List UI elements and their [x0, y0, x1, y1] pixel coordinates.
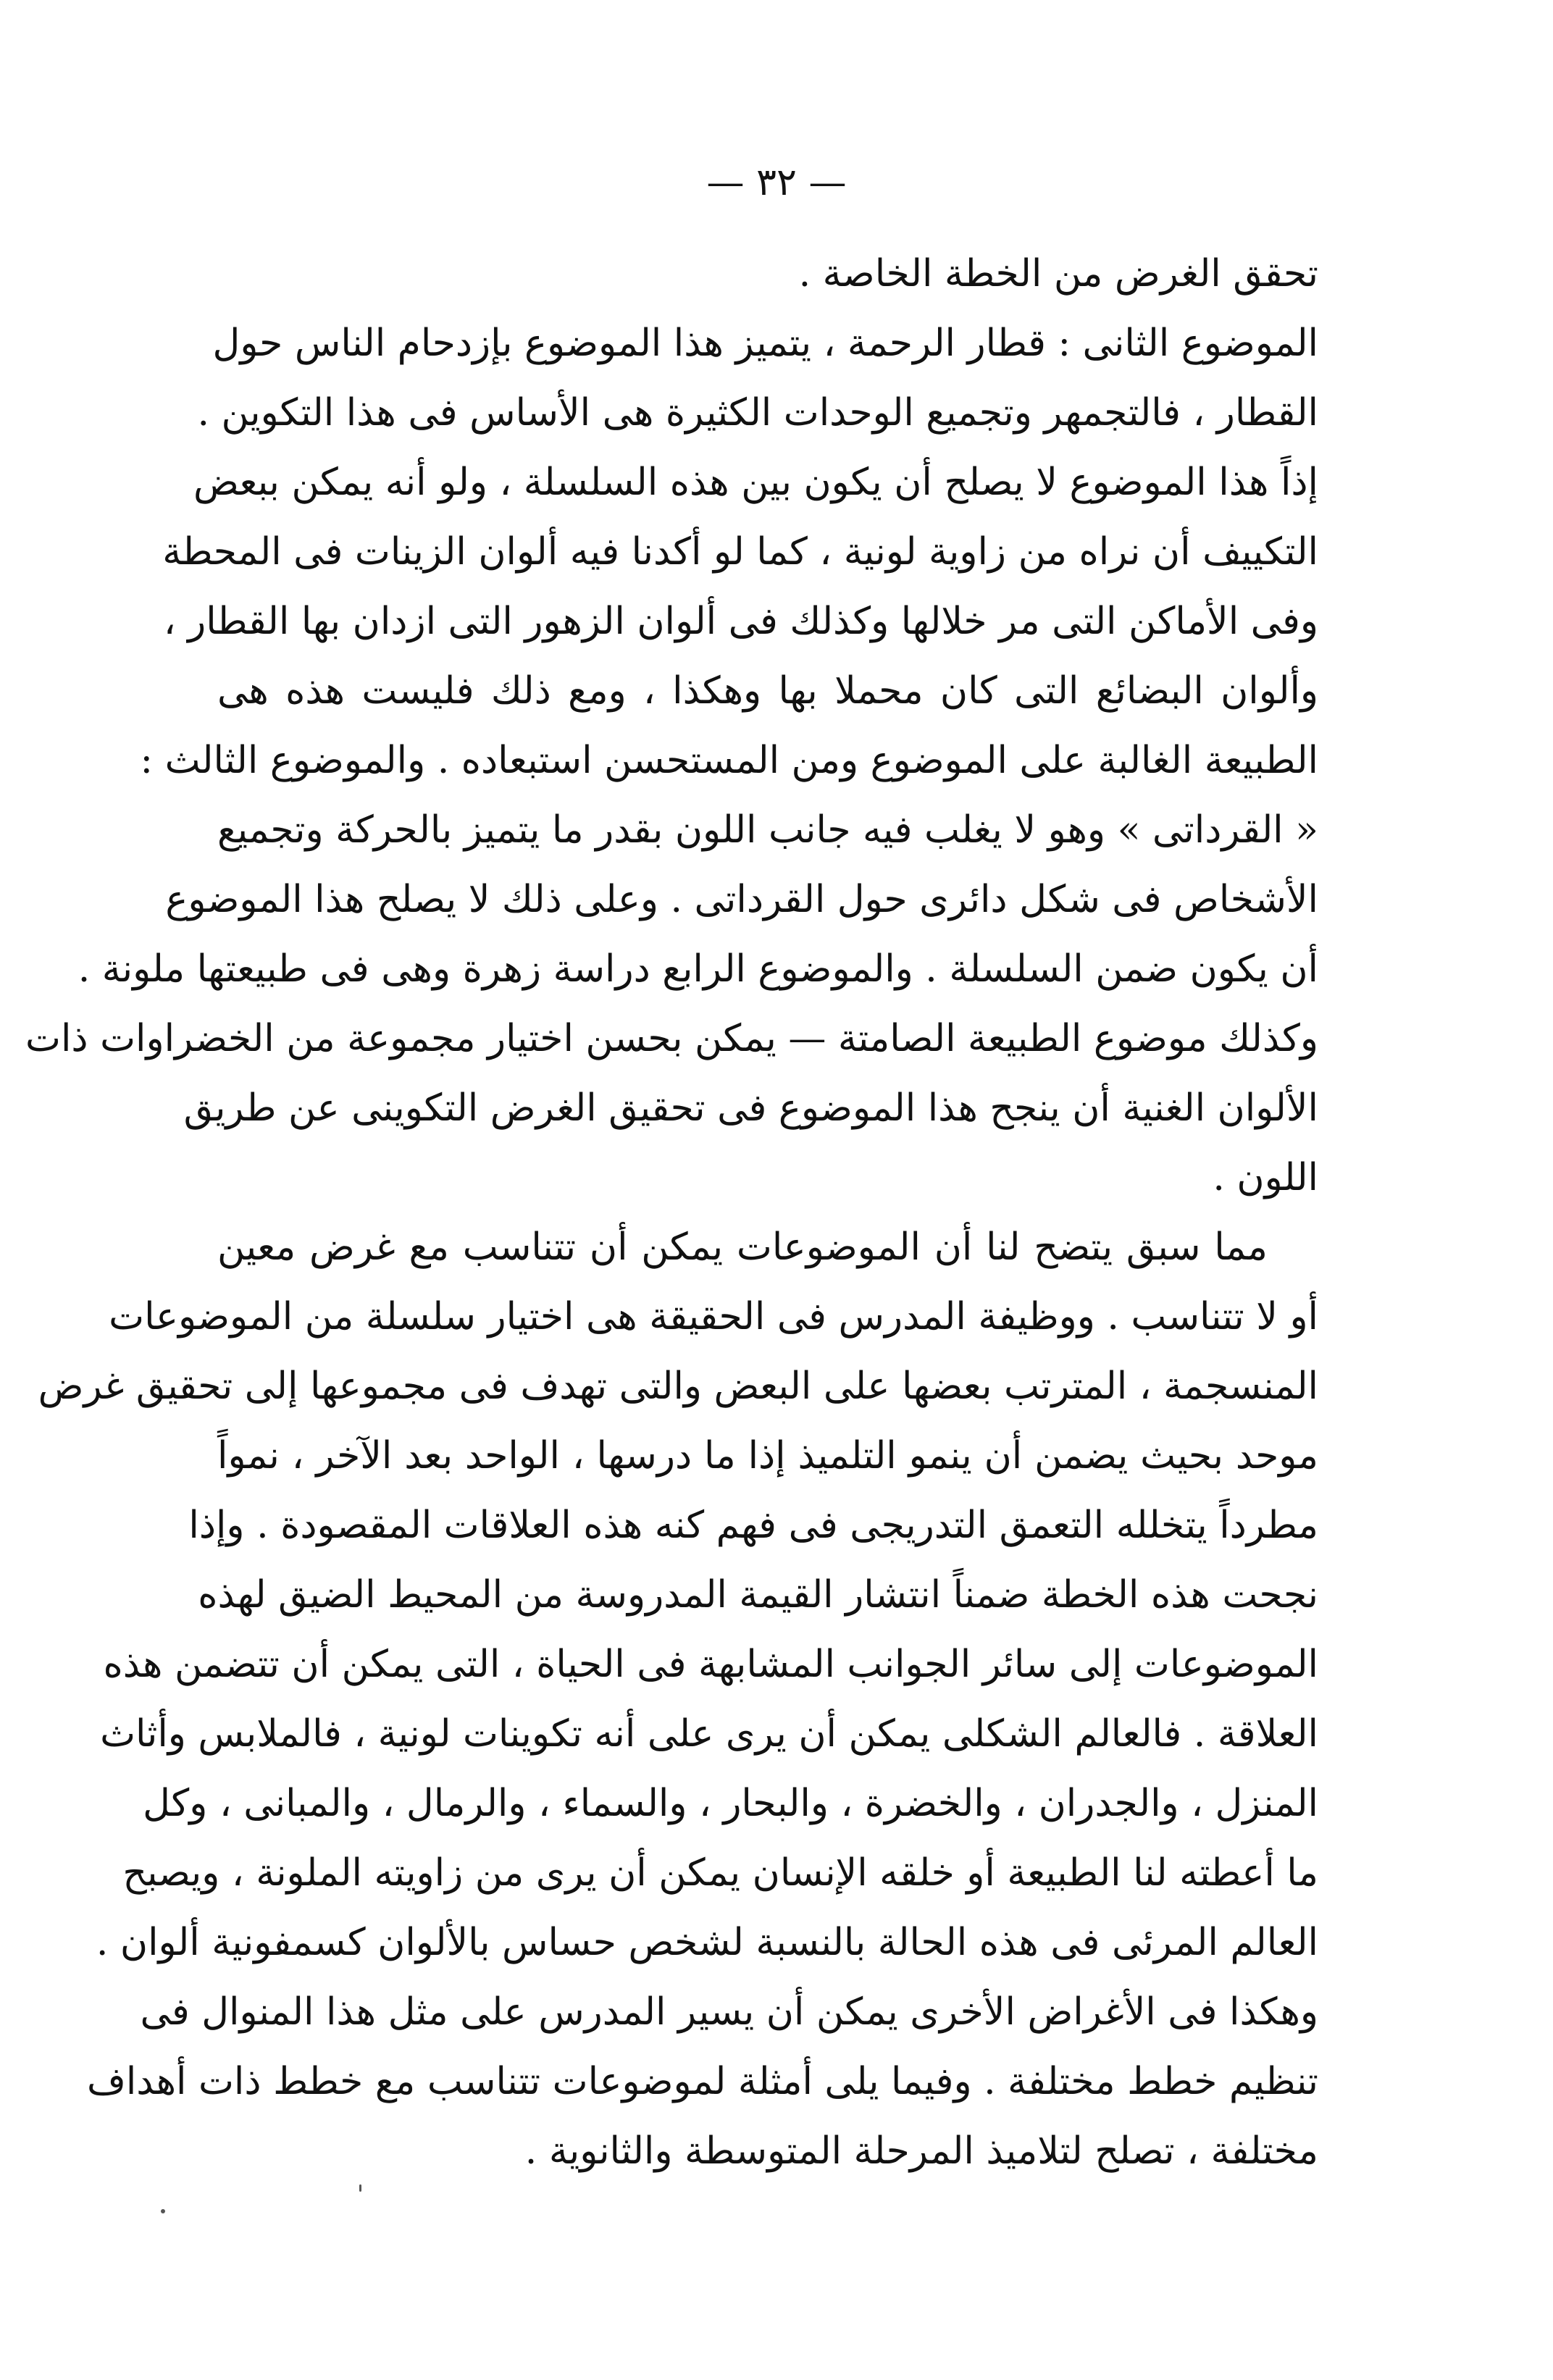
text-line: وفى الأماكن التى مر خلالها وكذلك فى ألوان الزهور التى ازدان بها القطار ، — [163, 600, 1318, 643]
text-line: مختلفة ، تصلح لتلاميذ المرحلة المتوسطة والثانوية . — [524, 2129, 1318, 2173]
scan-speck — [359, 2184, 361, 2192]
text-line: إذاً هذا الموضوع لا يصلح أن يكون بين هذه السلسلة ، ولو أنه يمكن ببعض — [193, 461, 1318, 504]
text-line: الطبيعة الغالبة على الموضوع ومن المستحسن استبعاده . والموضوع الثالث : — [140, 739, 1318, 782]
text-line: تنظيم خطط مختلفة . وفيما يلى أمثلة لموضوعات تتناسب مع خطط ذات أهداف — [86, 2060, 1318, 2103]
text-line: القطار ، فالتجمهر وتجميع الوحدات الكثيرة هى الأساس فى هذا التكوين . — [197, 391, 1318, 435]
body-text — [25, 239, 1318, 2186]
text-line: الموضوع الثانى : قطار الرحمة ، يتميز هذا الموضوع بإزدحام الناس حول — [212, 322, 1318, 365]
text-line: وألوان البضائع التى كان محملا بها وهكذا ، ومع ذلك فليست هذه هى — [217, 669, 1318, 713]
text-line: التكييف أن نراه من زاوية لونية ، كما لو أكدنا فيه ألوان الزينات فى المحطة — [162, 530, 1318, 574]
text-line: الأشخاص فى شكل دائرى حول القرداتى . وعلى ذلك لا يصلح هذا الموضوع — [165, 878, 1318, 921]
text-line: اللون . — [1213, 1156, 1318, 1199]
text-line: « القرداتى » وهو لا يغلب فيه جانب اللون بقدر ما يتميز بالحركة وتجميع — [217, 808, 1318, 852]
scan-speck — [161, 2209, 165, 2213]
text-line: العلاقة . فالعالم الشكلى يمكن أن يرى على أنه تكوينات لونية ، فالملابس وأثاث — [100, 1712, 1318, 1756]
text-line: أن يكون ضمن السلسلة . والموضوع الرابع دراسة زهرة وهى فى طبيعتها ملونة . — [78, 947, 1318, 991]
text-line: موحد بحيث يضمن أن ينمو التلميذ إذا ما درسها ، الواحد بعد الآخر ، نمواً — [217, 1434, 1318, 1478]
paragraph-1 — [25, 239, 1318, 1212]
text-line: وهكذا فى الأغراض الأخرى يمكن أن يسير المدرس على مثل هذا المنوال فى — [140, 1990, 1318, 2034]
text-line: الألوان الغنية أن ينجح هذا الموضوع فى تحقيق الغرض التكوينى عن طريق — [183, 1086, 1318, 1130]
paragraph-2 — [38, 1212, 1318, 2186]
text-line: تحقق الغرض من الخطة الخاصة . — [798, 252, 1318, 296]
text-line: مطرداً يتخلله التعمق التدريجى فى فهم كنه هذه العلاقات المقصودة . وإذا — [188, 1504, 1318, 1547]
text-line: مما سبق يتضح لنا أن الموضوعات يمكن أن تتناسب مع غرض معين — [217, 1225, 1268, 1269]
text-line: المنزل ، والجدران ، والخضرة ، والبحار ، والسماء ، والرمال ، والمبانى ، وكل — [143, 1782, 1318, 1825]
text-line: المنسجمة ، المترتب بعضها على البعض والتى تهدف فى مجموعها إلى تحقيق غرض — [38, 1365, 1318, 1408]
text-line: وكذلك موضوع الطبيعة الصامتة — يمكن بحسن اختيار مجموعة من الخضراوات ذات — [25, 1017, 1318, 1060]
text-line: الموضوعات إلى سائر الجوانب المشابهة فى الحياة ، التى يمكن أن تتضمن هذه — [103, 1643, 1318, 1686]
text-line: ما أعطته لنا الطبيعة أو خلقه الإنسان يمكن أن يرى من زاويته الملونة ، ويصبح — [122, 1851, 1318, 1895]
text-line: نجحت هذه الخطة ضمناً انتشار القيمة المدروسة من المحيط الضيق لهذه — [198, 1573, 1318, 1617]
text-line: أو لا تتناسب . ووظيفة المدرس فى الحقيقة هى اختيار سلسلة من الموضوعات — [109, 1295, 1318, 1338]
text-line: العالم المرئى فى هذه الحالة بالنسبة لشخص حساس بالألوان كسمفونية ألوان . — [96, 1921, 1318, 1964]
page-number: — ٣٢ — — [706, 161, 847, 204]
